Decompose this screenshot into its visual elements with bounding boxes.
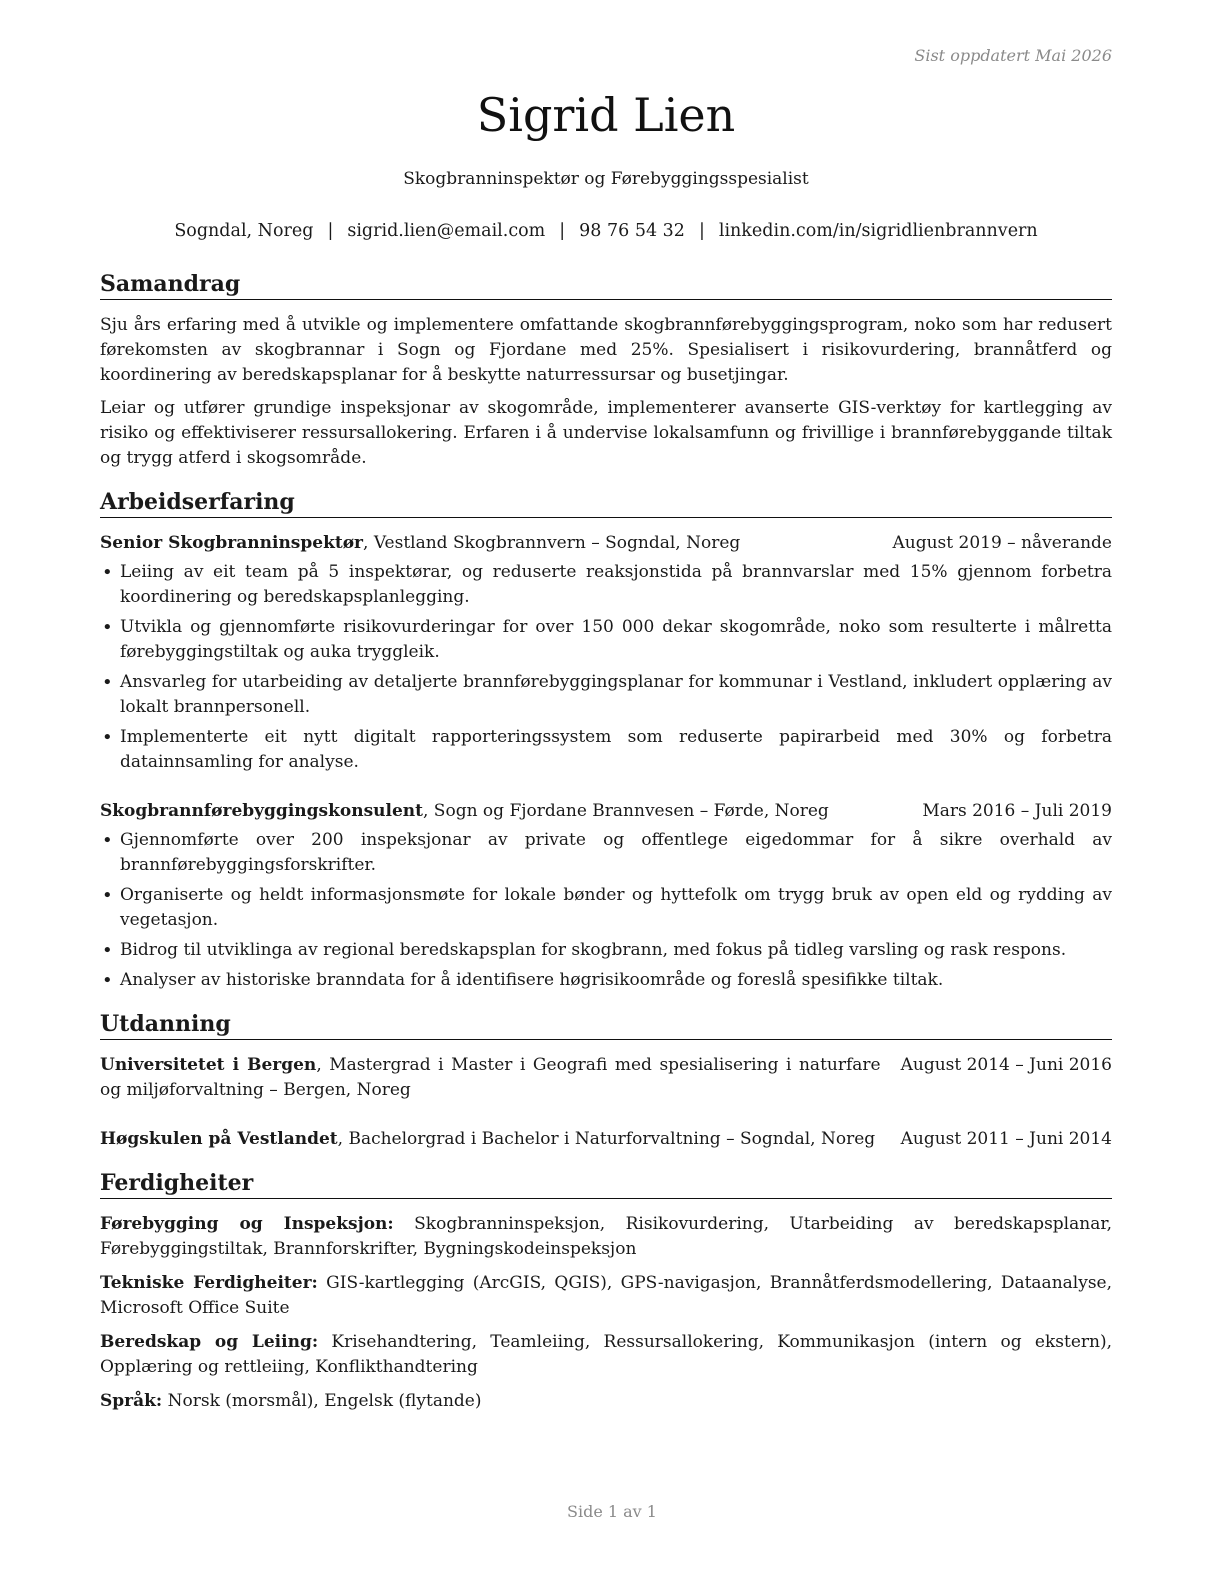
skill-group-value: Skogbranninspeksjon, Risikovurdering, Utarbeiding av beredskapsplanar, Førebyggingstiltak, Brannforskrifter, Bygningskodeinspeksjon <box>100 1214 1112 1259</box>
job-entry <box>100 799 1112 993</box>
job-organization: , Vestland Skogbrannvern – Sogndal, Noreg <box>363 533 741 553</box>
job-role: Skogbrannførebyggingskonsulent <box>100 801 423 821</box>
skills-list <box>100 1212 1112 1414</box>
summary-paragraph: Leiar og utfører grundige inspeksjonar av skogområde, implementerer avanserte GIS-verktøy for kartlegging av risiko og effektiviserer ressursallokering. Erfaren i å undervise lokalsamfunn og frivillige i brannførebyggande tiltak og trygg atferd i skogsområde. <box>100 398 1112 468</box>
contact-email[interactable]: sigrid.lien@email.com <box>347 221 546 241</box>
skill-group <box>100 1271 1112 1321</box>
skill-group <box>100 1212 1112 1262</box>
skill-group-value: Krisehandtering, Teamleiing, Ressursallokering, Kommunikasjon (intern og ekstern), Opplæring og rettleiing, Konflikthandtering <box>100 1332 1112 1377</box>
contact-separator: | <box>327 221 334 241</box>
skill-group-value: GIS-kartlegging (ArcGIS, QGIS), GPS-navigasjon, Brannåtferdsmodellering, Dataanalyse, Microsoft Office Suite <box>100 1273 1113 1318</box>
contact-line <box>100 221 1112 241</box>
job-header <box>100 531 1112 556</box>
job-bullet: • Gjennomførte over 200 inspeksjonar av private og offentlege eigedommar for å sikre overhald av brannførebyggingsforskrifter. <box>100 828 1112 878</box>
job-role: Senior Skogbranninspektør <box>100 533 364 553</box>
education-detail: , Mastergrad i Master i Geografi med spesialisering i naturfare og miljøforvaltning – Bergen, Noreg <box>100 1055 881 1100</box>
candidate-name: Sigrid Lien <box>476 88 736 142</box>
job-dates: August 2019 – nåverande <box>892 533 1112 553</box>
job-dates: Mars 2016 – Juli 2019 <box>922 801 1112 821</box>
job-organization: , Sogn og Fjordane Brannvesen – Førde, Noreg <box>423 801 829 821</box>
education-school: Høgskulen på Vestlandet <box>100 1129 338 1149</box>
education-section <box>100 1010 1112 1152</box>
summary-body <box>100 313 1112 471</box>
section-title-summary: Samandrag <box>100 270 1112 300</box>
resume-content <box>100 270 1112 1423</box>
contact-linkedin[interactable]: linkedin.com/in/sigridlienbrannvern <box>718 221 1038 241</box>
education-dates: August 2014 – Juni 2016 <box>900 1055 1112 1075</box>
education-entry <box>100 1053 1112 1103</box>
summary-paragraph: Sju års erfaring med å utvikle og implementere omfattande skogbrannførebyggingsprogram, noko som har redusert førekomsten av skogbrannar i Sogn og Fjordane med 25%. Spesialisert i risikovurdering, brannåtferd og koordinering av beredskapsplanar for å beskytte naturressursar og busetjingar. <box>100 315 1112 385</box>
job-bullets <box>100 560 1112 775</box>
headline: Skogbranninspektør og Førebyggingsspesialist <box>403 169 809 189</box>
contact-separator: | <box>559 221 566 241</box>
job-bullet: • Utvikla og gjennomførte risikovurderingar for over 150 000 dekar skogområde, noko som resulterte i målretta førebyggingstiltak og auka tryggleik. <box>100 615 1112 665</box>
education-dates: August 2011 – Juni 2014 <box>900 1129 1112 1149</box>
job-bullet: • Analyser av historiske branndata for å identifisere høgrisikoområde og foreslå spesifikke tiltak. <box>100 968 1112 993</box>
job-bullet: • Bidrog til utviklinga av regional beredskapsplan for skogbrann, med fokus på tidleg varsling og rask respons. <box>100 938 1112 963</box>
contact-separator: | <box>698 221 705 241</box>
experience-section <box>100 488 1112 993</box>
section-title-experience: Arbeidserfaring <box>100 488 1112 518</box>
skill-group-label: Tekniske Ferdigheiter: <box>100 1273 318 1293</box>
skills-section <box>100 1169 1112 1414</box>
skill-group <box>100 1389 1112 1414</box>
job-bullet: • Implementerte eit nytt digitalt rapporteringssystem som reduserte papirarbeid med 30% og forbetra datainnsamling for analyse. <box>100 725 1112 775</box>
skill-group-label: Førebygging og Inspeksjon: <box>100 1214 394 1234</box>
contact-location: Sogndal, Noreg <box>174 221 314 241</box>
education-entry <box>100 1127 1112 1152</box>
skill-group-label: Beredskap og Leiing: <box>100 1332 319 1352</box>
education-detail: , Bachelorgrad i Bachelor i Naturforvaltning – Sogndal, Noreg <box>337 1129 876 1149</box>
summary-section <box>100 270 1112 471</box>
job-bullet: • Organiserte og heldt informasjonsmøte for lokale bønder og hyttefolk om trygg bruk av open eld og rydding av vegetasjon. <box>100 883 1112 933</box>
section-title-education: Utdanning <box>100 1010 1112 1040</box>
skill-group-label: Språk: <box>100 1391 163 1411</box>
job-bullet: • Ansvarleg for utarbeiding av detaljerte brannførebyggingsplanar for kommunar i Vestland, inkludert opplæring av lokalt brannpersonell. <box>100 670 1112 720</box>
section-title-skills: Ferdigheiter <box>100 1169 1112 1199</box>
last-updated: Sist oppdatert Mai 2026 <box>914 46 1112 65</box>
skill-group-value: Norsk (morsmål), Engelsk (flytande) <box>162 1391 482 1411</box>
page-number: Side 1 av 1 <box>567 1502 657 1521</box>
education-school: Universitetet i Bergen <box>100 1055 317 1075</box>
contact-phone: 98 76 54 32 <box>579 221 685 241</box>
job-bullets <box>100 828 1112 993</box>
job-bullet: • Leiing av eit team på 5 inspektørar, og reduserte reaksjonstida på brannvarslar med 15% gjennom forbetra koordinering og beredskapsplanlegging. <box>100 560 1112 610</box>
job-header <box>100 799 1112 824</box>
job-entry <box>100 531 1112 775</box>
skill-group <box>100 1330 1112 1380</box>
